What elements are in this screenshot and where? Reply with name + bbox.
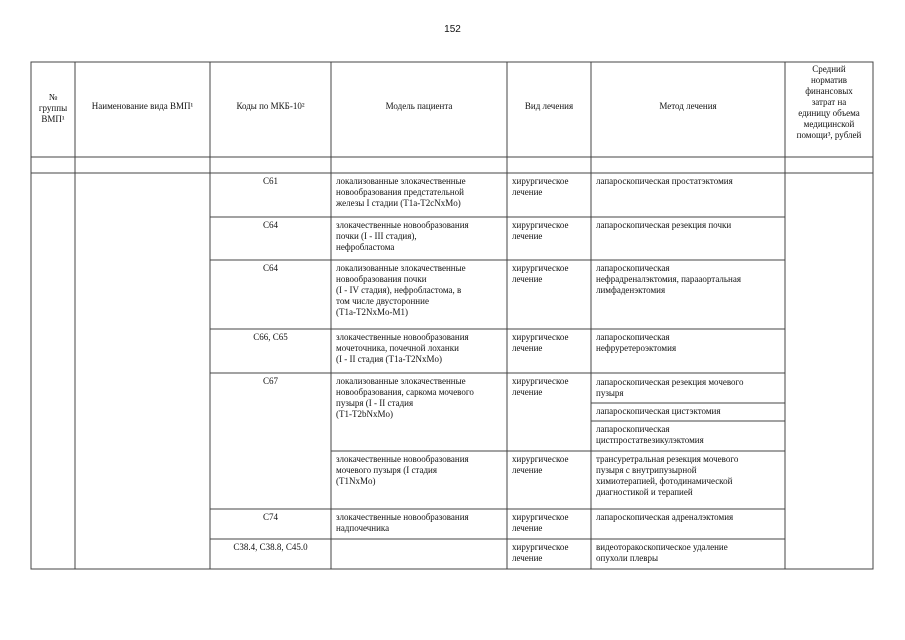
- row-5-model: локализованные злокачественные новообразования, саркома мочевого пузыря (I - II стадия (T1-T2bNxMo): [336, 376, 474, 419]
- row-3-code: C64: [262, 263, 278, 273]
- row-5-method-1: лапароскопическая резекция мочевого пузыря: [596, 377, 744, 398]
- row-5-type: хирургическое лечение: [512, 376, 569, 397]
- row-6-type: хирургическое лечение: [512, 454, 569, 475]
- row-8-code: C38.4, C38.8, C45.0: [233, 542, 308, 552]
- row-7-model: злокачественные новообразования надпочечника: [336, 512, 469, 533]
- page-number: 152: [444, 24, 461, 35]
- row-7-type: хирургическое лечение: [512, 512, 569, 533]
- row-2-code: C64: [262, 220, 278, 230]
- header-mkb-codes: Коды по МКБ-10²: [236, 101, 305, 111]
- row-6-method: трансуретральная резекция мочевого пузыря с внутрипузырной химиотерапией, фотодинамической диагностикой и терапией: [596, 454, 739, 497]
- row-2-method: лапароскопическая резекция почки: [596, 220, 732, 230]
- row-7-method: лапароскопическая адреналэктомия: [596, 512, 734, 522]
- row-8-type: хирургическое лечение: [512, 542, 569, 563]
- row-1-model: локализованные злокачественные новообразования предстательной железы I стадии (T1a-T2cNxMo): [336, 176, 466, 208]
- row-1-method: лапароскопическая простатэктомия: [596, 176, 733, 186]
- row-7-code: C74: [262, 512, 278, 522]
- row-3-method: лапароскопическая нефрадреналэктомия, парааортальная лимфаденэктомия: [596, 263, 741, 295]
- header-treatment-method: Метод лечения: [659, 101, 717, 111]
- row-1-type: хирургическое лечение: [512, 176, 569, 197]
- row-6-model: злокачественные новообразования мочевого пузыря (I стадия (T1NxMo): [336, 454, 469, 486]
- row-4-type: хирургическое лечение: [512, 332, 569, 353]
- row-2-type: хирургическое лечение: [512, 220, 569, 241]
- header-patient-model: Модель пациента: [385, 101, 453, 111]
- row-8-method: видеоторакоскопическое удаление опухоли плевры: [596, 542, 728, 563]
- row-4-model: злокачественные новообразования мочеточника, почечной лоханки (I - II стадия (T1a-T2NxMo): [336, 332, 469, 364]
- header-group-no: № группы ВМП¹: [38, 92, 68, 124]
- row-5-code: C67: [262, 376, 278, 386]
- row-5-method-3: лапароскопическая цистпростатвезикулэктомия: [596, 424, 704, 445]
- row-5-method-2: лапароскопическая цистэктомия: [596, 406, 721, 416]
- header-avg-cost: Средний норматив финансовых затрат на единицу объема медицинской помощи³, рублей: [796, 64, 862, 140]
- row-2-model: злокачественные новообразования почки (I - III стадия), нефробластома: [336, 220, 469, 252]
- row-4-method: лапароскопическая нефруретероэктомия: [596, 332, 677, 353]
- row-3-type: хирургическое лечение: [512, 263, 569, 284]
- row-4-code: C66, C65: [253, 332, 288, 342]
- header-vmp-name: Наименование вида ВМП¹: [91, 101, 194, 111]
- row-3-model: локализованные злокачественные новообразования почки (I - IV стадия), нефробластома, в том числе двусторонние (T1a-T2NxMo-M1): [336, 263, 466, 317]
- row-1-code: C61: [262, 176, 278, 186]
- header-treatment-type: Вид лечения: [524, 101, 574, 111]
